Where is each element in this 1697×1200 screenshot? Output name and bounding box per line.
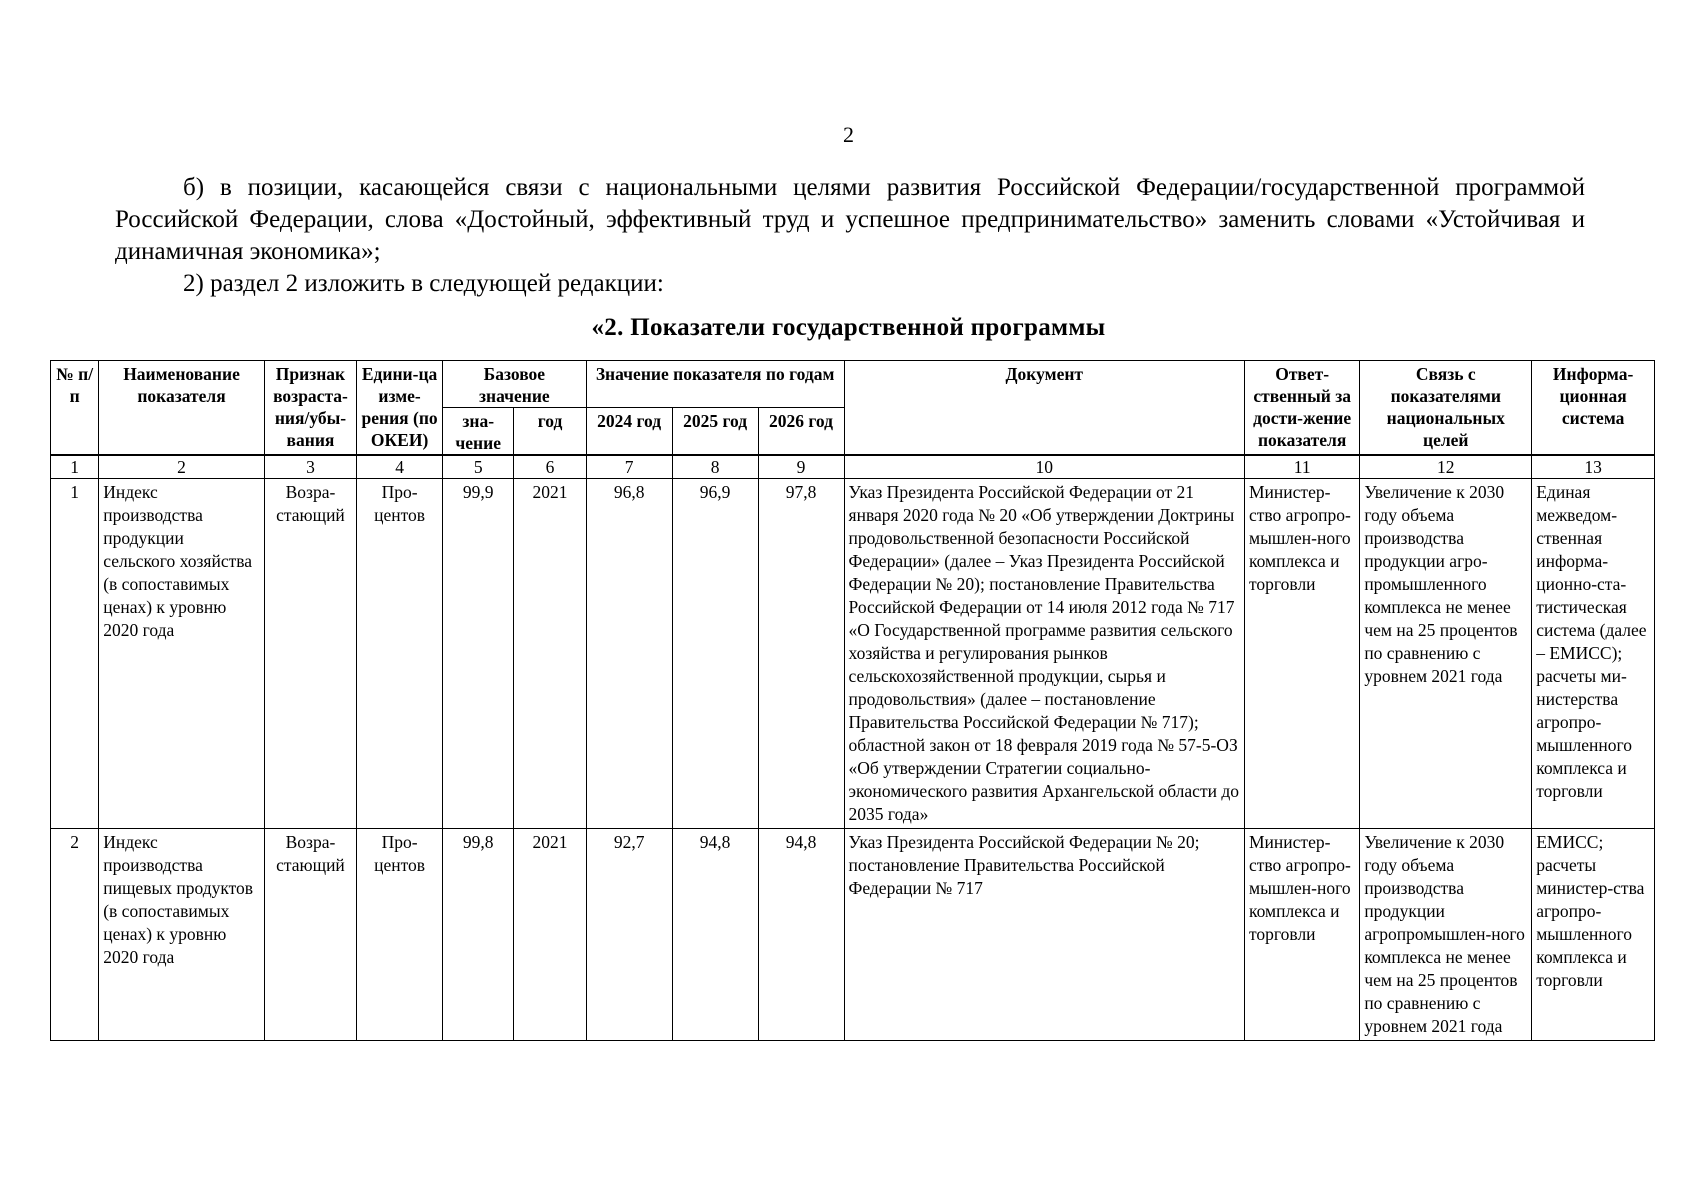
cell-2024: 96,8 bbox=[586, 479, 672, 829]
paragraph-b: б) в позиции, касающейся связи с национальными целями развития Российской Федерации/государственной программой Российской Федерации, слова «Достойный, эффективный труд и успешное предпринимательство» заменить словами «Устойчивая и динамичная экономика»; bbox=[115, 174, 1585, 265]
column-number: 4 bbox=[357, 455, 443, 479]
cell-no: 1 bbox=[51, 479, 99, 829]
header-no: № п/п bbox=[51, 361, 99, 456]
column-number: 9 bbox=[758, 455, 844, 479]
paragraph-2: 2) раздел 2 изложить в следующей редакции: bbox=[183, 270, 664, 297]
header-base-year: год bbox=[514, 408, 586, 456]
column-number: 8 bbox=[672, 455, 758, 479]
cell-info: ЕМИСС; расчеты министер-ства агропро-мышленного комплекса и торговли bbox=[1532, 829, 1655, 1041]
indicators-table bbox=[50, 360, 1655, 1041]
column-number: 5 bbox=[443, 455, 514, 479]
cell-responsible: Министер-ство агропро-мышлен-ного комплекса и торговли bbox=[1245, 479, 1360, 829]
cell-link: Увеличение к 2030 году объема производства продукции агропромышлен-ного комплекса не менее чем на 25 процентов по сравнению с уровнем 2021 года bbox=[1360, 829, 1532, 1041]
cell-base-value: 99,9 bbox=[443, 479, 514, 829]
header-link: Связь с показателями национальных целей bbox=[1360, 361, 1532, 456]
header-sign: Признак возраста-ния/убы-вания bbox=[264, 361, 356, 456]
cell-responsible: Министер-ство агропро-мышлен-ного комплекса и торговли bbox=[1245, 829, 1360, 1041]
header-name: Наименование показателя bbox=[99, 361, 265, 456]
cell-2026: 94,8 bbox=[758, 829, 844, 1041]
header-base-value: зна-чение bbox=[443, 408, 514, 456]
cell-document: Указ Президента Российской Федерации № 20; постановление Правительства Российской Федерации № 717 bbox=[844, 829, 1244, 1041]
header-info: Информа-ционная система bbox=[1532, 361, 1655, 456]
cell-document: Указ Президента Российской Федерации от 21 января 2020 года № 20 «Об утверждении Доктрины продовольственной безопасности Российской Федерации» (далее – Указ Президента Российской Федерации № 20); постановление Правительства Российской Федерации от 14 июля 2012 года № 717 «О Государственной программе развития сельского хозяйства и регулирования рынков сельскохозяйственной продукции, сырья и продовольствия» (далее – постановление Правительства Российской Федерации № 717); областной закон от 18 февраля 2019 года № 57-5-ОЗ «Об утверждении Стратегии социально-экономического развития Архангельской области до 2035 года» bbox=[844, 479, 1244, 829]
header-base: Базовое значение bbox=[443, 361, 587, 408]
header-2026: 2026 год bbox=[758, 408, 844, 456]
cell-unit: Про-центов bbox=[357, 479, 443, 829]
section-title: «2. Показатели государственной программы bbox=[591, 314, 1106, 341]
header-unit: Едини-ца изме-рения (по ОКЕИ) bbox=[357, 361, 443, 456]
column-number: 3 bbox=[264, 455, 356, 479]
header-years-group: Значение показателя по годам bbox=[586, 361, 844, 408]
table-row bbox=[51, 829, 1655, 1041]
header-row-1 bbox=[51, 361, 1655, 408]
page-number: 2 bbox=[843, 122, 854, 147]
cell-2025: 96,9 bbox=[672, 479, 758, 829]
cell-2025: 94,8 bbox=[672, 829, 758, 1041]
cell-name: Индекс производства пищевых продуктов (в сопоставимых ценах) к уровню 2020 года bbox=[99, 829, 265, 1041]
column-number-row bbox=[51, 455, 1655, 479]
cell-sign: Возра-стающий bbox=[264, 479, 356, 829]
cell-info: Единая межведом-ственная информа-ционно-ста-тистическая система (далее – ЕМИСС); расчеты ми-нистерства агропро-мышленного комплекса и торговли bbox=[1532, 479, 1655, 829]
column-number: 13 bbox=[1532, 455, 1655, 479]
column-number: 12 bbox=[1360, 455, 1532, 479]
column-number: 1 bbox=[51, 455, 99, 479]
column-number: 7 bbox=[586, 455, 672, 479]
cell-name: Индекс производства продукции сельского хозяйства (в сопоставимых ценах) к уровню 2020 года bbox=[99, 479, 265, 829]
cell-2024: 92,7 bbox=[586, 829, 672, 1041]
column-number: 2 bbox=[99, 455, 265, 479]
column-number: 6 bbox=[514, 455, 586, 479]
cell-sign: Возра-стающий bbox=[264, 829, 356, 1041]
cell-base-value: 99,8 bbox=[443, 829, 514, 1041]
cell-base-year: 2021 bbox=[514, 479, 586, 829]
header-document: Документ bbox=[844, 361, 1244, 456]
column-number: 11 bbox=[1245, 455, 1360, 479]
header-responsible: Ответ-ственный за дости-жение показателя bbox=[1245, 361, 1360, 456]
header-2025: 2025 год bbox=[672, 408, 758, 456]
column-number: 10 bbox=[844, 455, 1244, 479]
table-row bbox=[51, 479, 1655, 829]
cell-no: 2 bbox=[51, 829, 99, 1041]
cell-unit: Про-центов bbox=[357, 829, 443, 1041]
cell-base-year: 2021 bbox=[514, 829, 586, 1041]
cell-2026: 97,8 bbox=[758, 479, 844, 829]
header-2024: 2024 год bbox=[586, 408, 672, 456]
cell-link: Увеличение к 2030 году объема производства продукции агро-промышленного комплекса не менее чем на 25 процентов по сравнению с уровнем 2021 года bbox=[1360, 479, 1532, 829]
